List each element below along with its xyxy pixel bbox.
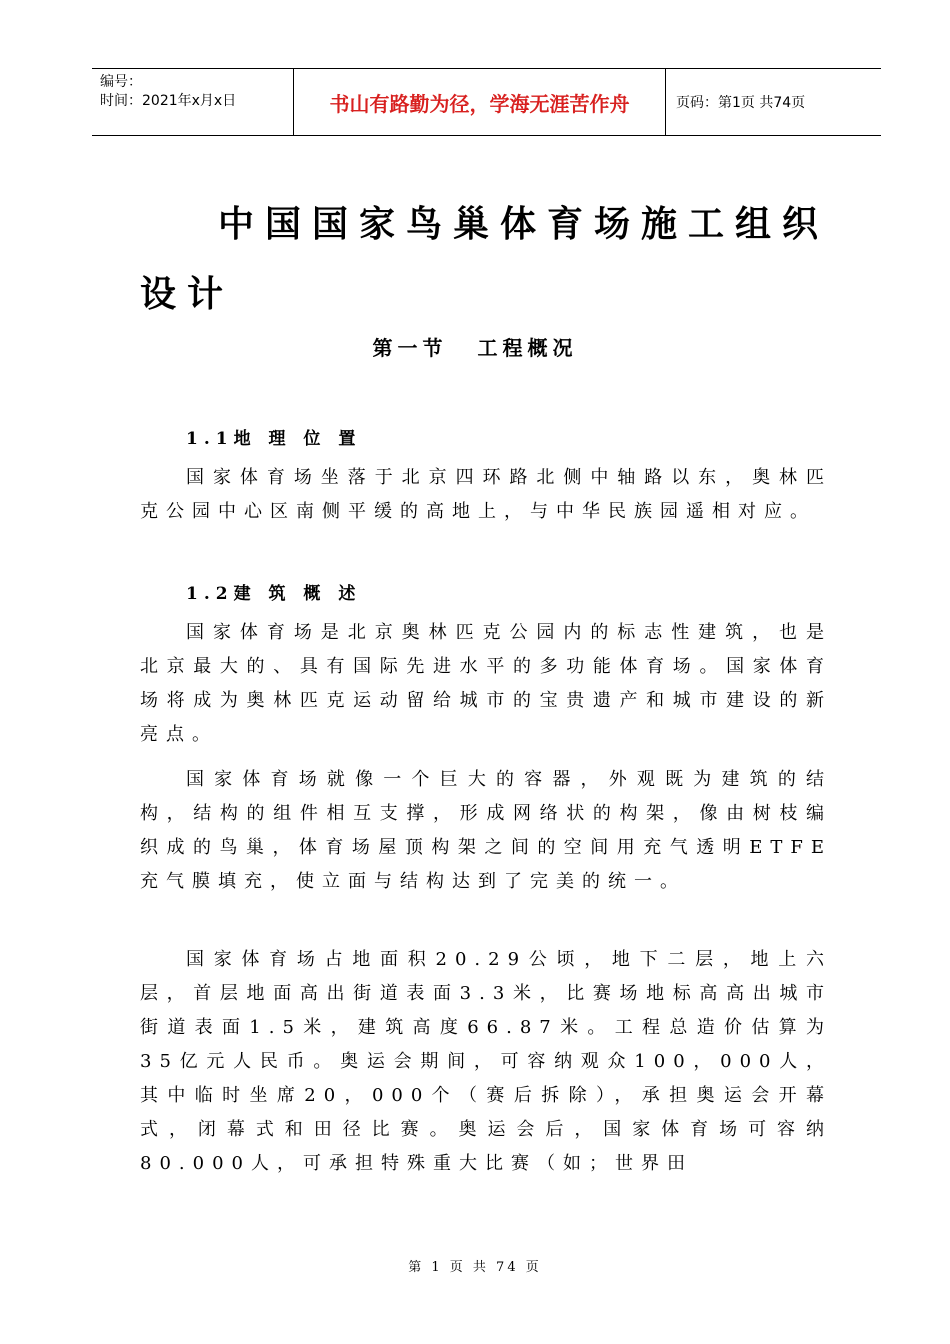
section-name: 工程概况 — [477, 336, 578, 360]
page-footer: 第 1 页 共 74 页 — [408, 1260, 542, 1275]
document-title — [140, 190, 840, 330]
paragraph-overview: 国家体育场是北京奥林匹克公园内的标志性建筑，也是北京最大的、具有国际先进水平的多功能体育场。国家体育场将成为奥林匹克运动留给城市的宝贵遗产和城市建设的新亮点。 — [140, 622, 832, 745]
header-page-info: 页码：第1页 共74页 — [676, 95, 806, 111]
subsection-heading-1-1: 1.1地 理 位 置 — [186, 429, 362, 449]
subsection-heading-1-2: 1.2建 筑 概 述 — [186, 584, 362, 604]
title-line-2: 设计 — [140, 274, 235, 315]
header-motto: 书山有路勤为径，学海无涯苦作舟 — [293, 69, 666, 135]
document-number-label: 编号： — [100, 74, 142, 90]
section-heading — [0, 332, 950, 361]
document-time-label: 时间：2021年x月x日 — [100, 93, 237, 109]
section-number: 第一节 — [372, 336, 448, 360]
paragraph-location: 国家体育场坐落于北京四环路北侧中轴路以东，奥林匹克公园中心区南侧平缓的高地上，与中华民族园遥相对应。 — [140, 467, 832, 522]
title-line-1: 中国国家鸟巢体育场施工组织 — [218, 204, 830, 245]
paragraph-structure: 国家体育场就像一个巨大的容器，外观既为建筑的结构，结构的组件相互支撑，形成网络状的构架，像由树枝编织成的鸟巢，体育场屋顶构架之间的空间用充气透明ETFE充气膜填充，使立面与结构达到了完美的统一。 — [140, 769, 832, 892]
paragraph-statistics: 国家体育场占地面积20.29公顷，地下二层，地上六层，首层地面高出街道表面3.3米，比赛场地标高高出城市街道表面1.5米，建筑高度66.87米。工程总造价估算为35亿元人民币。奥运会期间，可容纳观众100，000人，其中临时坐席20，000个（赛后拆除），承担奥运会开幕式，闭幕式和田径比赛。奥运会后，国家体育场可容纳80.000人，可承担特殊重大比赛（如；世界田 — [140, 949, 832, 1174]
header-meta — [92, 69, 293, 135]
page-header — [92, 68, 881, 136]
